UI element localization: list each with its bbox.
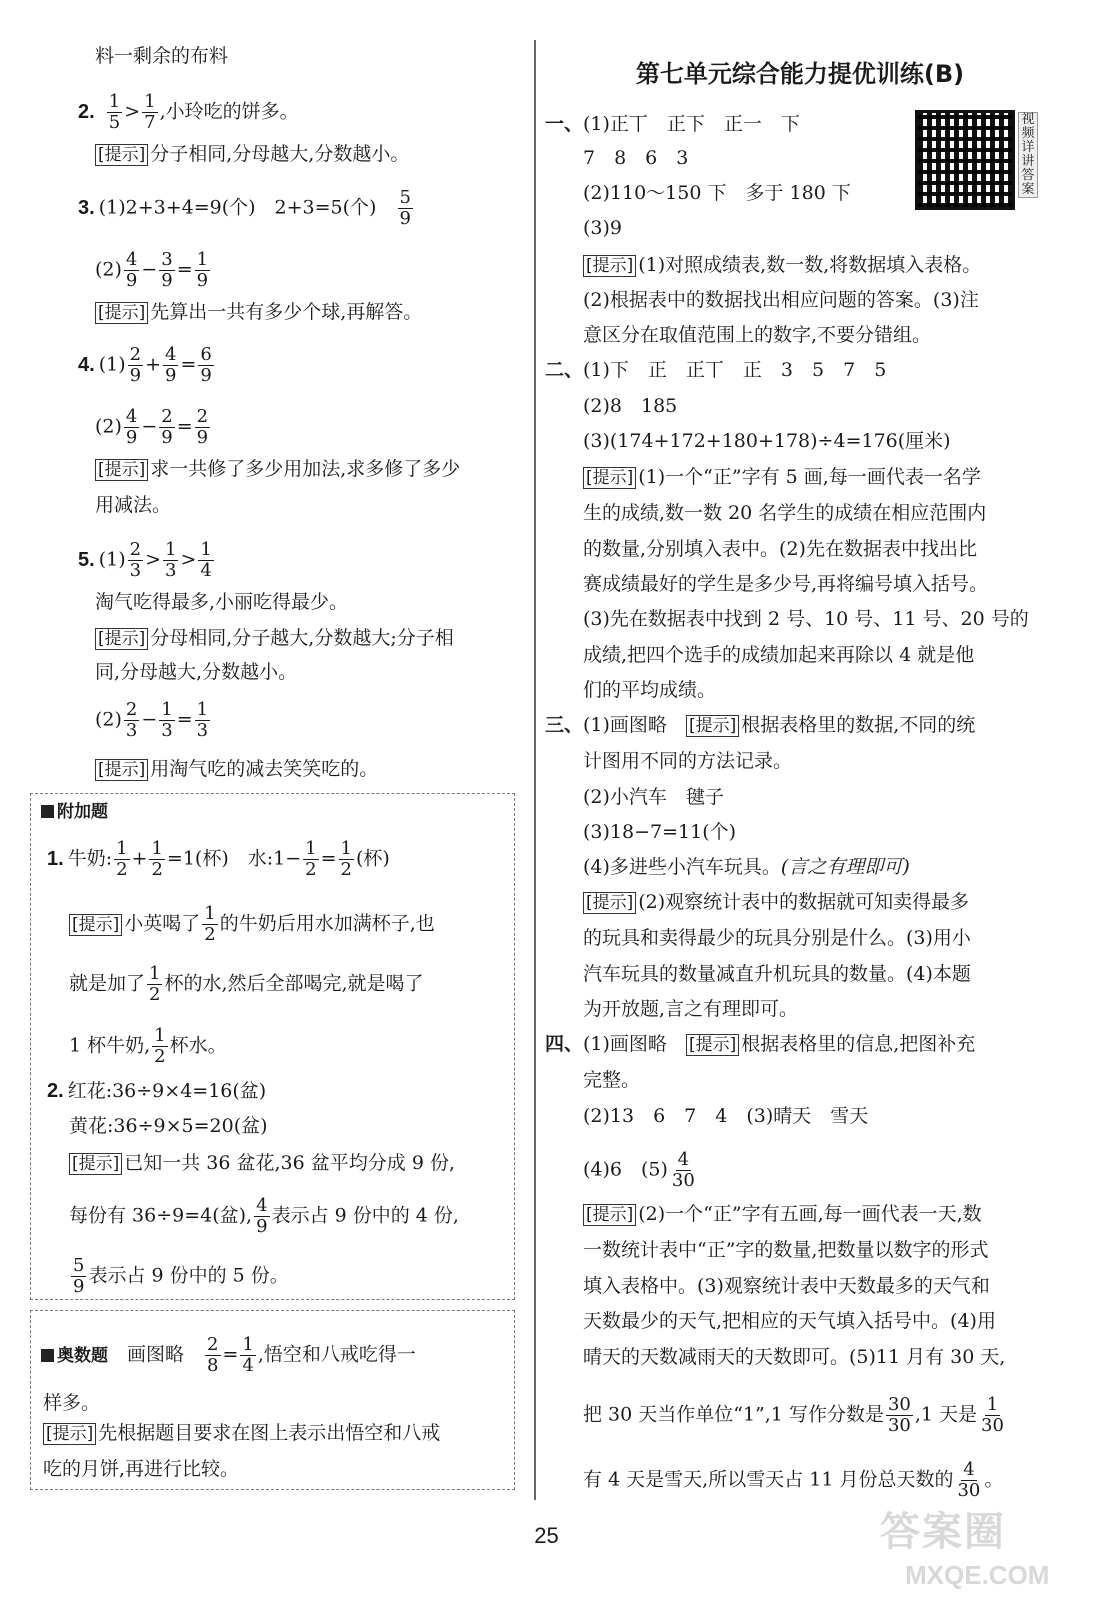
q5-2: (2) $\frac{2}{3}$ − $\frac{1}{3}$ = $\frac{1}{3}$ bbox=[95, 699, 209, 741]
line: 计图用不同的方法记录。 bbox=[583, 750, 793, 772]
line: (2)根据表中的数据找出相应问题的答案。(3)注 bbox=[583, 289, 979, 311]
line: (2)小汽车 毽子 bbox=[583, 786, 724, 808]
page-title: 第七单元综合能力提优训练(B) bbox=[635, 60, 965, 88]
line: 成绩,把四个选手的成绩加起来再除以 4 就是他 bbox=[583, 644, 975, 666]
q-number: 2. bbox=[78, 100, 95, 123]
column-divider bbox=[534, 40, 536, 1500]
tip: [提示] (2)观察统计表中的数据就可知卖得最多 bbox=[583, 890, 969, 915]
extra-1: 1. 牛奶: $\frac{1}{2}$ + $\frac{1}{2}$ =1(杯) 水:1− $\frac{1}{2}$ = $\frac{1}{2}$ (杯) bbox=[47, 838, 390, 880]
extra-2: 2. 红花:36÷9×4=16(盆) bbox=[47, 1080, 267, 1102]
tip: [提示] (1)对照成绩表,数一数,将数据填入表格。 bbox=[583, 253, 981, 278]
q3-2: (2) $\frac{4}{9}$ − $\frac{3}{9}$ = $\frac{1}{9}$ bbox=[95, 249, 209, 291]
line: (2)8 185 bbox=[583, 395, 678, 417]
s4-line: 四、(1)画图略 [提示] 根据表格里的信息,把图补充 bbox=[545, 1033, 976, 1055]
line: 有 4 天是雪天,所以雪天占 11 月份总天数的 $\frac{4}{30}$ 。 bbox=[583, 1459, 1004, 1501]
page-number: 25 bbox=[534, 1523, 559, 1548]
tip: [提示] 已知一共 36 盆花,36 盆平均分成 9 份, bbox=[69, 1151, 455, 1176]
line: (4)6 (5) $\frac{4}{30}$ bbox=[583, 1149, 695, 1191]
line: 黄花:36÷9×5=20(盆) bbox=[69, 1115, 268, 1137]
line: 样多。 bbox=[43, 1392, 101, 1414]
watermark: 答案圈 bbox=[880, 1510, 1006, 1554]
tip: [提示] 先根据题目要求在图上表示出悟空和八戒 bbox=[43, 1421, 440, 1446]
line: 晴天的天数减雨天的天数即可。(5)11 月有 30 天, bbox=[583, 1346, 1006, 1368]
line: 用减法。 bbox=[95, 494, 172, 516]
line: 料一剩余的布料 bbox=[95, 45, 229, 67]
tip: [提示] 分母相同,分子越大,分数越大;分子相 bbox=[95, 626, 454, 651]
watermark-url: MXQE.COM bbox=[905, 1560, 1050, 1590]
line: 完整。 bbox=[583, 1069, 641, 1091]
line: 淘气吃得最多,小丽吃得最少。 bbox=[95, 591, 349, 613]
q4-2: (2) $\frac{4}{9}$ − $\frac{2}{9}$ = $\frac{2}{9}$ bbox=[95, 406, 209, 448]
q2: 2. $\frac{1}{5}$ > $\frac{1}{7}$ ,小玲吃的饼多。 bbox=[78, 91, 299, 133]
tip: [提示] 小英喝了 $\frac{1}{2}$ 的牛奶后用水加满杯子,也 bbox=[69, 904, 435, 945]
line: (3)(174+172+180+178)÷4=176(厘米) bbox=[583, 430, 951, 452]
line: 天数最少的天气,把相应的天气填入括号中。(4)用 bbox=[583, 1310, 996, 1332]
square-icon bbox=[41, 805, 54, 818]
line: 7 8 6 3 bbox=[583, 147, 689, 169]
line: 就是加了 $\frac{1}{2}$ 杯的水,然后全部喝完,就是喝了 bbox=[69, 963, 424, 1005]
square-icon bbox=[41, 1349, 54, 1362]
line: 一数统计表中“正”字的数量,把数量以数字的形式 bbox=[583, 1239, 989, 1261]
line: (2)13 6 7 4 (3)晴天 雪天 bbox=[583, 1105, 869, 1127]
qr-label: 视频详讲答案 bbox=[1018, 112, 1038, 198]
q3: 3. (1)2+3+4=9(个) 2+3=5(个) $\frac{5}{9}$ bbox=[78, 187, 411, 229]
line: 汽车玩具的数量减直升机玩具的数量。(4)本题 bbox=[583, 963, 971, 985]
tip: [提示] (1)一个“正”字有 5 画,每一画代表一名学 bbox=[583, 465, 981, 490]
line: $\frac{5}{9}$ 表示占 9 份中的 5 份。 bbox=[73, 1255, 289, 1297]
line: (4)多进些小汽车玩具。(言之有理即可) bbox=[583, 856, 910, 878]
line: 们的平均成绩。 bbox=[583, 679, 717, 701]
tip: [提示] 先算出一共有多少个球,再解答。 bbox=[95, 300, 422, 325]
line: 填入表格中。(3)观察统计表中天数最多的天气和 bbox=[583, 1275, 990, 1297]
line: 同,分母越大,分数越小。 bbox=[95, 661, 298, 683]
line: 吃的月饼,再进行比较。 bbox=[43, 1458, 240, 1480]
line: 每份有 36÷9=4(盆), $\frac{4}{9}$ 表示占 9 份中的 4 份, bbox=[69, 1195, 459, 1237]
line: 赛成绩最好的学生是多少号,再将编号填入括号。 bbox=[583, 573, 989, 595]
fraction: $\frac{1}{7}$ bbox=[144, 91, 156, 133]
line: 的玩具和卖得最少的玩具分别是什么。(3)用小 bbox=[583, 927, 971, 949]
tip: [提示] 用淘气吃的减去笑笑吃的。 bbox=[95, 757, 378, 782]
tip: [提示] 分子相同,分母越大,分数越小。 bbox=[95, 142, 409, 167]
line: 的数量,分别填入表中。(2)先在数据表中找出比 bbox=[583, 538, 977, 560]
line: (3)18−7=11(个) bbox=[583, 821, 737, 843]
qr-code[interactable] bbox=[915, 110, 1015, 210]
line: 1 杯牛奶, $\frac{1}{2}$ 杯水。 bbox=[69, 1025, 227, 1067]
line: (3)9 bbox=[583, 217, 623, 239]
extra-problems-box bbox=[30, 793, 515, 1300]
olympiad-line: 奥数题 画图略 $\frac{2}{8}$ = $\frac{1}{4}$ ,悟空和八戒吃得一 bbox=[41, 1335, 416, 1376]
line: 意区分在取值范围上的数字,不要分错组。 bbox=[583, 324, 932, 346]
tip: [提示] 求一共修了多少用加法,求多修了多少 bbox=[95, 457, 460, 482]
fraction: $\frac{1}{5}$ bbox=[108, 91, 121, 133]
s2-line: 二、(1)下 正 正丅 正 3 5 7 5 bbox=[545, 359, 887, 381]
tip: [提示] (2)一个“正”字有五画,每一画代表一天,数 bbox=[583, 1202, 982, 1227]
line: 把 30 天当作单位“1”,1 写作分数是 $\frac{30}{30}$ ,1 天是 $\frac{1}{30}$ bbox=[583, 1394, 1004, 1436]
line: 为开放题,言之有理即可。 bbox=[583, 998, 799, 1020]
line: (3)先在数据表中找到 2 号、10 号、11 号、20 号的 bbox=[583, 608, 1029, 630]
line: 生的成绩,数一数 20 名学生的成绩在相应范围内 bbox=[583, 502, 987, 524]
q4: 4. (1) $\frac{2}{9}$ + $\frac{4}{9}$ = $\frac{6}{9}$ bbox=[78, 344, 212, 386]
line: (2)110～150 下 多于 180 下 bbox=[583, 182, 851, 204]
q5: 5. (1) $\frac{2}{3}$ > $\frac{1}{3}$ > $\frac{1}{4}$ bbox=[78, 539, 212, 581]
extra-label: 附加题 bbox=[41, 800, 108, 824]
s3-line: 三、(1)画图略 [提示] 根据表格里的数据,不同的统 bbox=[545, 714, 976, 736]
olympiad-box bbox=[30, 1310, 515, 1490]
s1-line: 一、(1)正丅 正下 正一 下 bbox=[545, 113, 800, 135]
